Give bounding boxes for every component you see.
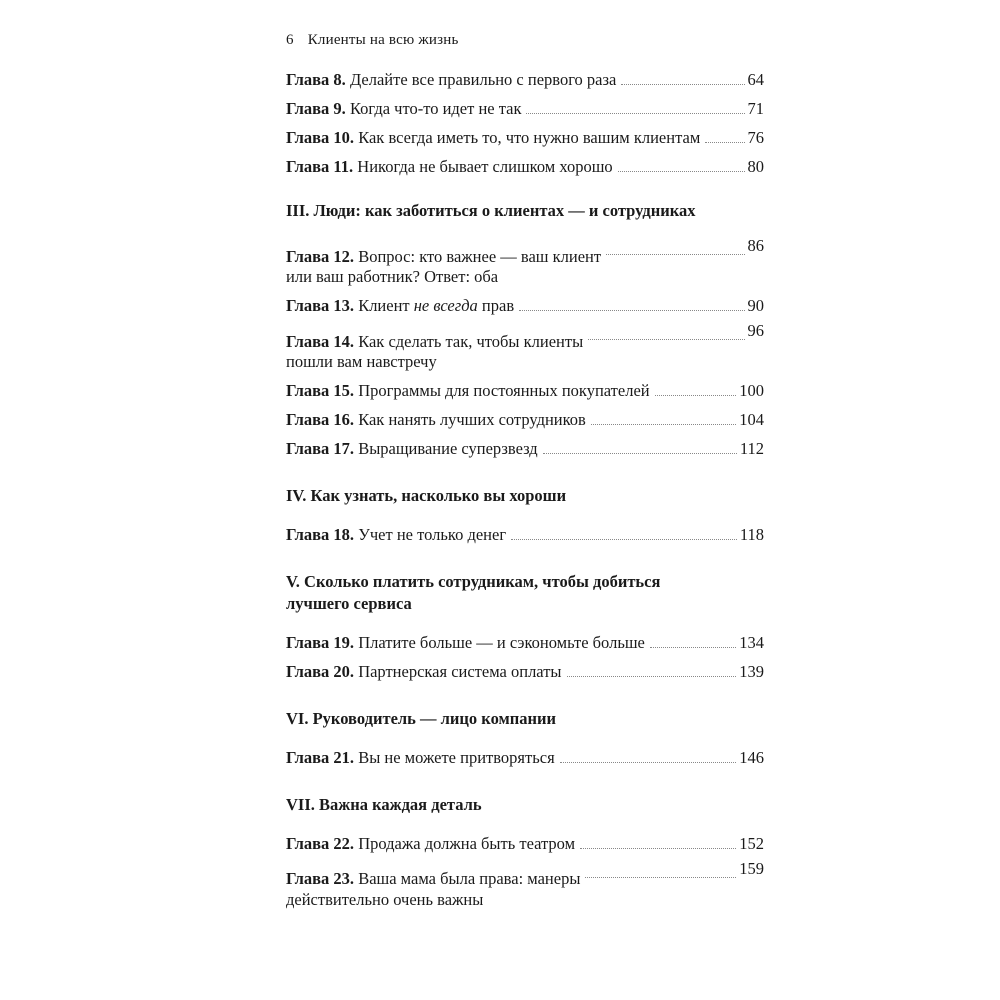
section-heading: IV. Как узнать, насколько вы хороши — [286, 485, 567, 505]
dot-leader — [591, 424, 736, 425]
chapter-title-italic: не всегда — [413, 296, 478, 316]
chapter-label: Глава 22. — [286, 834, 355, 853]
chapter-title: Как всегда иметь то, что нужно вашим клиентам — [358, 128, 701, 148]
chapter-label: Глава 19. — [286, 633, 355, 653]
running-head — [286, 32, 459, 49]
chapter-label: Глава 10. — [286, 128, 355, 148]
toc-entry[interactable] — [286, 149, 764, 178]
chapter-page: 139 — [739, 662, 764, 682]
book-title: Клиенты на всю жизнь — [307, 32, 459, 48]
chapter-title: Когда что-то идет не так — [349, 99, 522, 119]
dot-leader — [606, 254, 744, 255]
chapter-page: 134 — [739, 633, 764, 653]
chapter-title: Как сделать так, чтобы клиенты — [358, 331, 584, 351]
chapter-label: Глава 15. — [286, 381, 355, 401]
chapter-page: 118 — [739, 525, 764, 545]
dot-leader — [705, 142, 744, 143]
chapter-title: Партнерская система оплаты — [358, 662, 562, 682]
chapter-title-end: прав — [481, 296, 515, 316]
chapter-page: 90 — [747, 296, 764, 316]
dot-leader — [543, 453, 737, 454]
chapter-label: Глава 16. — [286, 410, 355, 430]
chapter-title: Клиент — [358, 296, 410, 316]
chapter-page: 80 — [747, 157, 764, 177]
chapter-label: Глава 13. — [286, 296, 355, 316]
toc-entry[interactable] — [286, 317, 764, 373]
toc-entry[interactable] — [286, 855, 764, 911]
dot-leader — [655, 395, 737, 396]
chapter-title: Продажа должна быть театром — [358, 834, 576, 853]
chapter-label: Глава 9. — [286, 99, 346, 119]
chapter-label: Глава 8. — [286, 70, 346, 90]
chapter-title-line2: пошли вам навстречу — [286, 352, 437, 372]
dot-leader — [618, 171, 745, 172]
chapter-label: Глава 11. — [286, 157, 354, 177]
chapter-label: Глава 23. — [286, 869, 355, 889]
toc-entry[interactable] — [286, 625, 764, 654]
chapter-page: 86 — [747, 235, 764, 255]
toc-entry[interactable] — [286, 826, 764, 855]
chapter-page: 76 — [747, 128, 764, 148]
toc-entry[interactable] — [286, 654, 764, 683]
chapter-title: Платите больше — и сэкономьте больше — [358, 633, 645, 653]
chapter-label: Глава 18. — [286, 525, 355, 545]
table-of-contents — [286, 62, 764, 911]
chapter-title-line2: или ваш работник? Ответ: оба — [286, 267, 499, 287]
dot-leader — [580, 848, 736, 849]
section-heading: V. Сколько платить сотрудникам, чтобы добиться лучшего сервиса — [286, 571, 661, 613]
toc-entry[interactable] — [286, 431, 764, 460]
dot-leader — [588, 339, 744, 340]
toc-entry[interactable] — [286, 373, 764, 402]
chapter-page: 104 — [739, 410, 764, 430]
dot-leader — [567, 676, 737, 677]
section-heading: III. Люди: как заботиться о клиентах — и сотрудниках — [286, 201, 696, 220]
chapter-page: 100 — [739, 381, 764, 401]
chapter-label: Глава 17. — [286, 439, 355, 459]
toc-entry[interactable] — [286, 740, 764, 769]
section-heading: VI. Руководитель — лицо компании — [286, 708, 557, 728]
chapter-label: Глава 21. — [286, 748, 355, 768]
dot-leader — [621, 84, 744, 85]
chapter-title: Как нанять лучших сотрудников — [358, 410, 586, 430]
chapter-title: Программы для постоянных покупателей — [358, 381, 650, 401]
chapter-page: 112 — [739, 439, 764, 459]
chapter-label: Глава 20. — [286, 662, 355, 682]
dot-leader — [526, 113, 744, 114]
toc-entry[interactable] — [286, 402, 764, 431]
chapter-title: Делайте все правильно с первого раза — [349, 70, 617, 90]
toc-entry[interactable] — [286, 62, 764, 91]
chapter-title: Вы не можете притворяться — [358, 748, 555, 768]
toc-entry[interactable] — [286, 91, 764, 120]
chapter-title-line2: действительно очень важны — [286, 890, 484, 909]
chapter-label: Глава 14. — [286, 331, 355, 351]
chapter-page: 146 — [739, 748, 764, 768]
dot-leader — [650, 647, 736, 648]
dot-leader — [560, 762, 737, 763]
chapter-page: 71 — [747, 99, 764, 119]
page-number: 6 — [286, 32, 294, 48]
toc-entry[interactable] — [286, 517, 764, 546]
chapter-title: Никогда не бывает слишком хорошо — [357, 157, 613, 177]
chapter-page: 64 — [747, 70, 764, 90]
chapter-page: 152 — [739, 834, 764, 853]
chapter-label: Глава 12. — [286, 246, 355, 266]
toc-entry[interactable] — [286, 120, 764, 149]
chapter-title: Ваша мама была права: манеры — [358, 869, 581, 889]
toc-entry[interactable] — [286, 232, 764, 288]
chapter-page: 96 — [747, 320, 764, 340]
chapter-page: 159 — [739, 858, 764, 878]
chapter-title: Вопрос: кто важнее — ваш клиент — [358, 246, 602, 266]
section-heading: VII. Важна каждая деталь — [286, 794, 482, 814]
dot-leader — [585, 877, 736, 878]
chapter-title: Выращивание суперзвезд — [358, 439, 538, 459]
dot-leader — [519, 310, 744, 311]
chapter-title: Учет не только денег — [358, 525, 507, 545]
toc-entry[interactable] — [286, 288, 764, 317]
dot-leader — [511, 539, 737, 540]
